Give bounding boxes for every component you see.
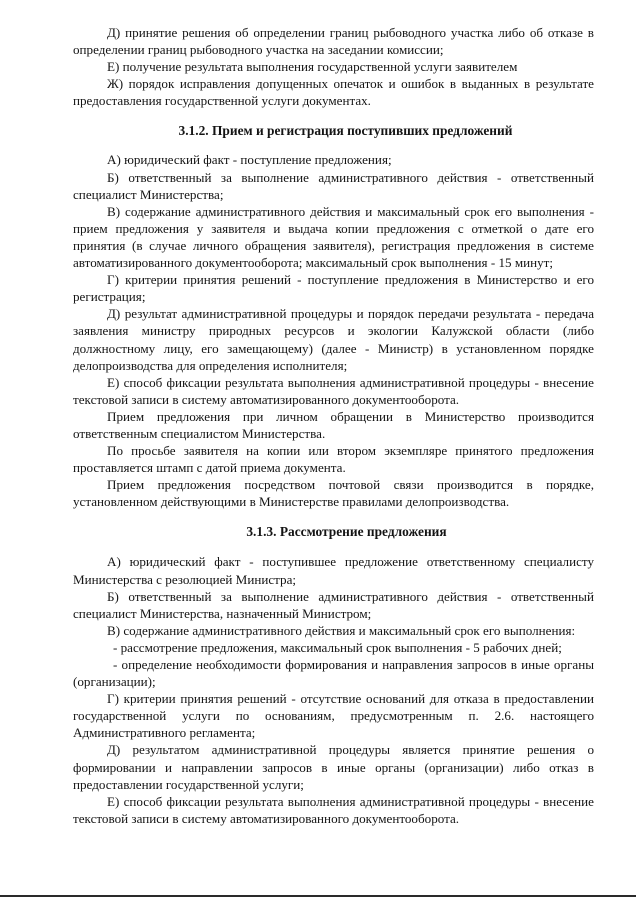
paragraph-3-1-3-v: В) содержание административного действия и максимальный срок его выполнения: [107, 622, 576, 638]
paragraph-postal-reception: Прием предложения посредством почтовой связи производится в порядке, установленном действующими в Министерстве правилами делопроизводства. [73, 477, 594, 510]
intro-paragraph-e: Е) получение результата выполнения государственной услуги заявителем [107, 59, 518, 75]
paragraph-3-1-3-e: Е) способ фиксации результата выполнения административной процедуры - внесение текстовой записи в систему автоматизированного документооборота. [73, 793, 594, 826]
paragraph-3-1-2-v: В) содержание административного действия и максимальный срок его выполнения - прием предложения у заявителя и выдача копии предложения с отметкой о дате его принятия (в случае личного обращения заявителя), регистрация предложения в системе автоматизированного документооборота; максимальный срок выполнения - 15 минут; [73, 203, 594, 271]
paragraph-3-1-2-a: А) юридический факт - поступление предложения; [107, 152, 392, 168]
paragraph-3-1-3-b: Б) ответственный за выполнение административного действия - ответственный специалист Министерства, назначенный Министром; [73, 588, 594, 621]
paragraph-3-1-2-d: Д) результат административной процедуры и порядок передачи результата - передача заявления министру природных ресурсов и экологии Калужской области (либо должностному лицу, его замещающему) (далее - Министр) в установленном порядке делопроизводства для определения исполнителя; [73, 306, 594, 373]
paragraph-3-1-2-b: Б) ответственный за выполнение административного действия - ответственный специалист Министерства; [73, 169, 594, 202]
list-item-review: - рассмотрение предложения, максимальный срок выполнения - 5 рабочих дней; [113, 639, 562, 655]
paragraph-3-1-3-a: А) юридический факт - поступившее предложение ответственному специалисту Министерства с резолюцией Министра; [73, 554, 594, 587]
section-heading-3-1-2: 3.1.2. Прием и регистрация поступивших предложений [178, 123, 513, 139]
paragraph-3-1-2-g: Г) критерии принятия решений - поступление предложения в Министерство и его регистрация; [73, 272, 594, 305]
section-heading-3-1-3: 3.1.3. Рассмотрение предложения [246, 524, 447, 540]
list-item-requests: - определение необходимости формирования и направления запросов в иные органы (организации); [73, 657, 594, 690]
paragraph-personal-reception: Прием предложения при личном обращении в Министерство производится ответственным специалистом Министерства. [73, 408, 594, 441]
paragraph-3-1-3-g: Г) критерии принятия решений - отсутствие оснований для отказа в предоставлении государственной услуги по основаниям, предусмотренным п. 2.6. настоящего Административного регламента; [73, 691, 594, 741]
paragraph-stamp: По просьбе заявителя на копии или втором экземпляре принятого предложения проставляется штамп с датой приема документа. [73, 443, 594, 476]
intro-paragraph-d: Д) принятие решения об определении границ рыбоводного участка либо об отказе в определении границ рыбоводного участка на заседании комиссии; [73, 25, 594, 58]
page-bottom-edge [0, 895, 636, 897]
document-page [73, 24, 594, 827]
paragraph-3-1-3-d: Д) результатом административной процедуры является принятие решения о формировании и направлении запросов в иные органы (организации) либо отказ в предоставлении государственной услуги; [73, 742, 594, 792]
intro-paragraph-zh: Ж) порядок исправления допущенных опечаток и ошибок в выданных в результате предоставления государственной услуги документах. [73, 76, 594, 109]
paragraph-3-1-2-e: Е) способ фиксации результата выполнения административной процедуры - внесение текстовой записи в систему автоматизированного документооборота. [73, 374, 594, 407]
